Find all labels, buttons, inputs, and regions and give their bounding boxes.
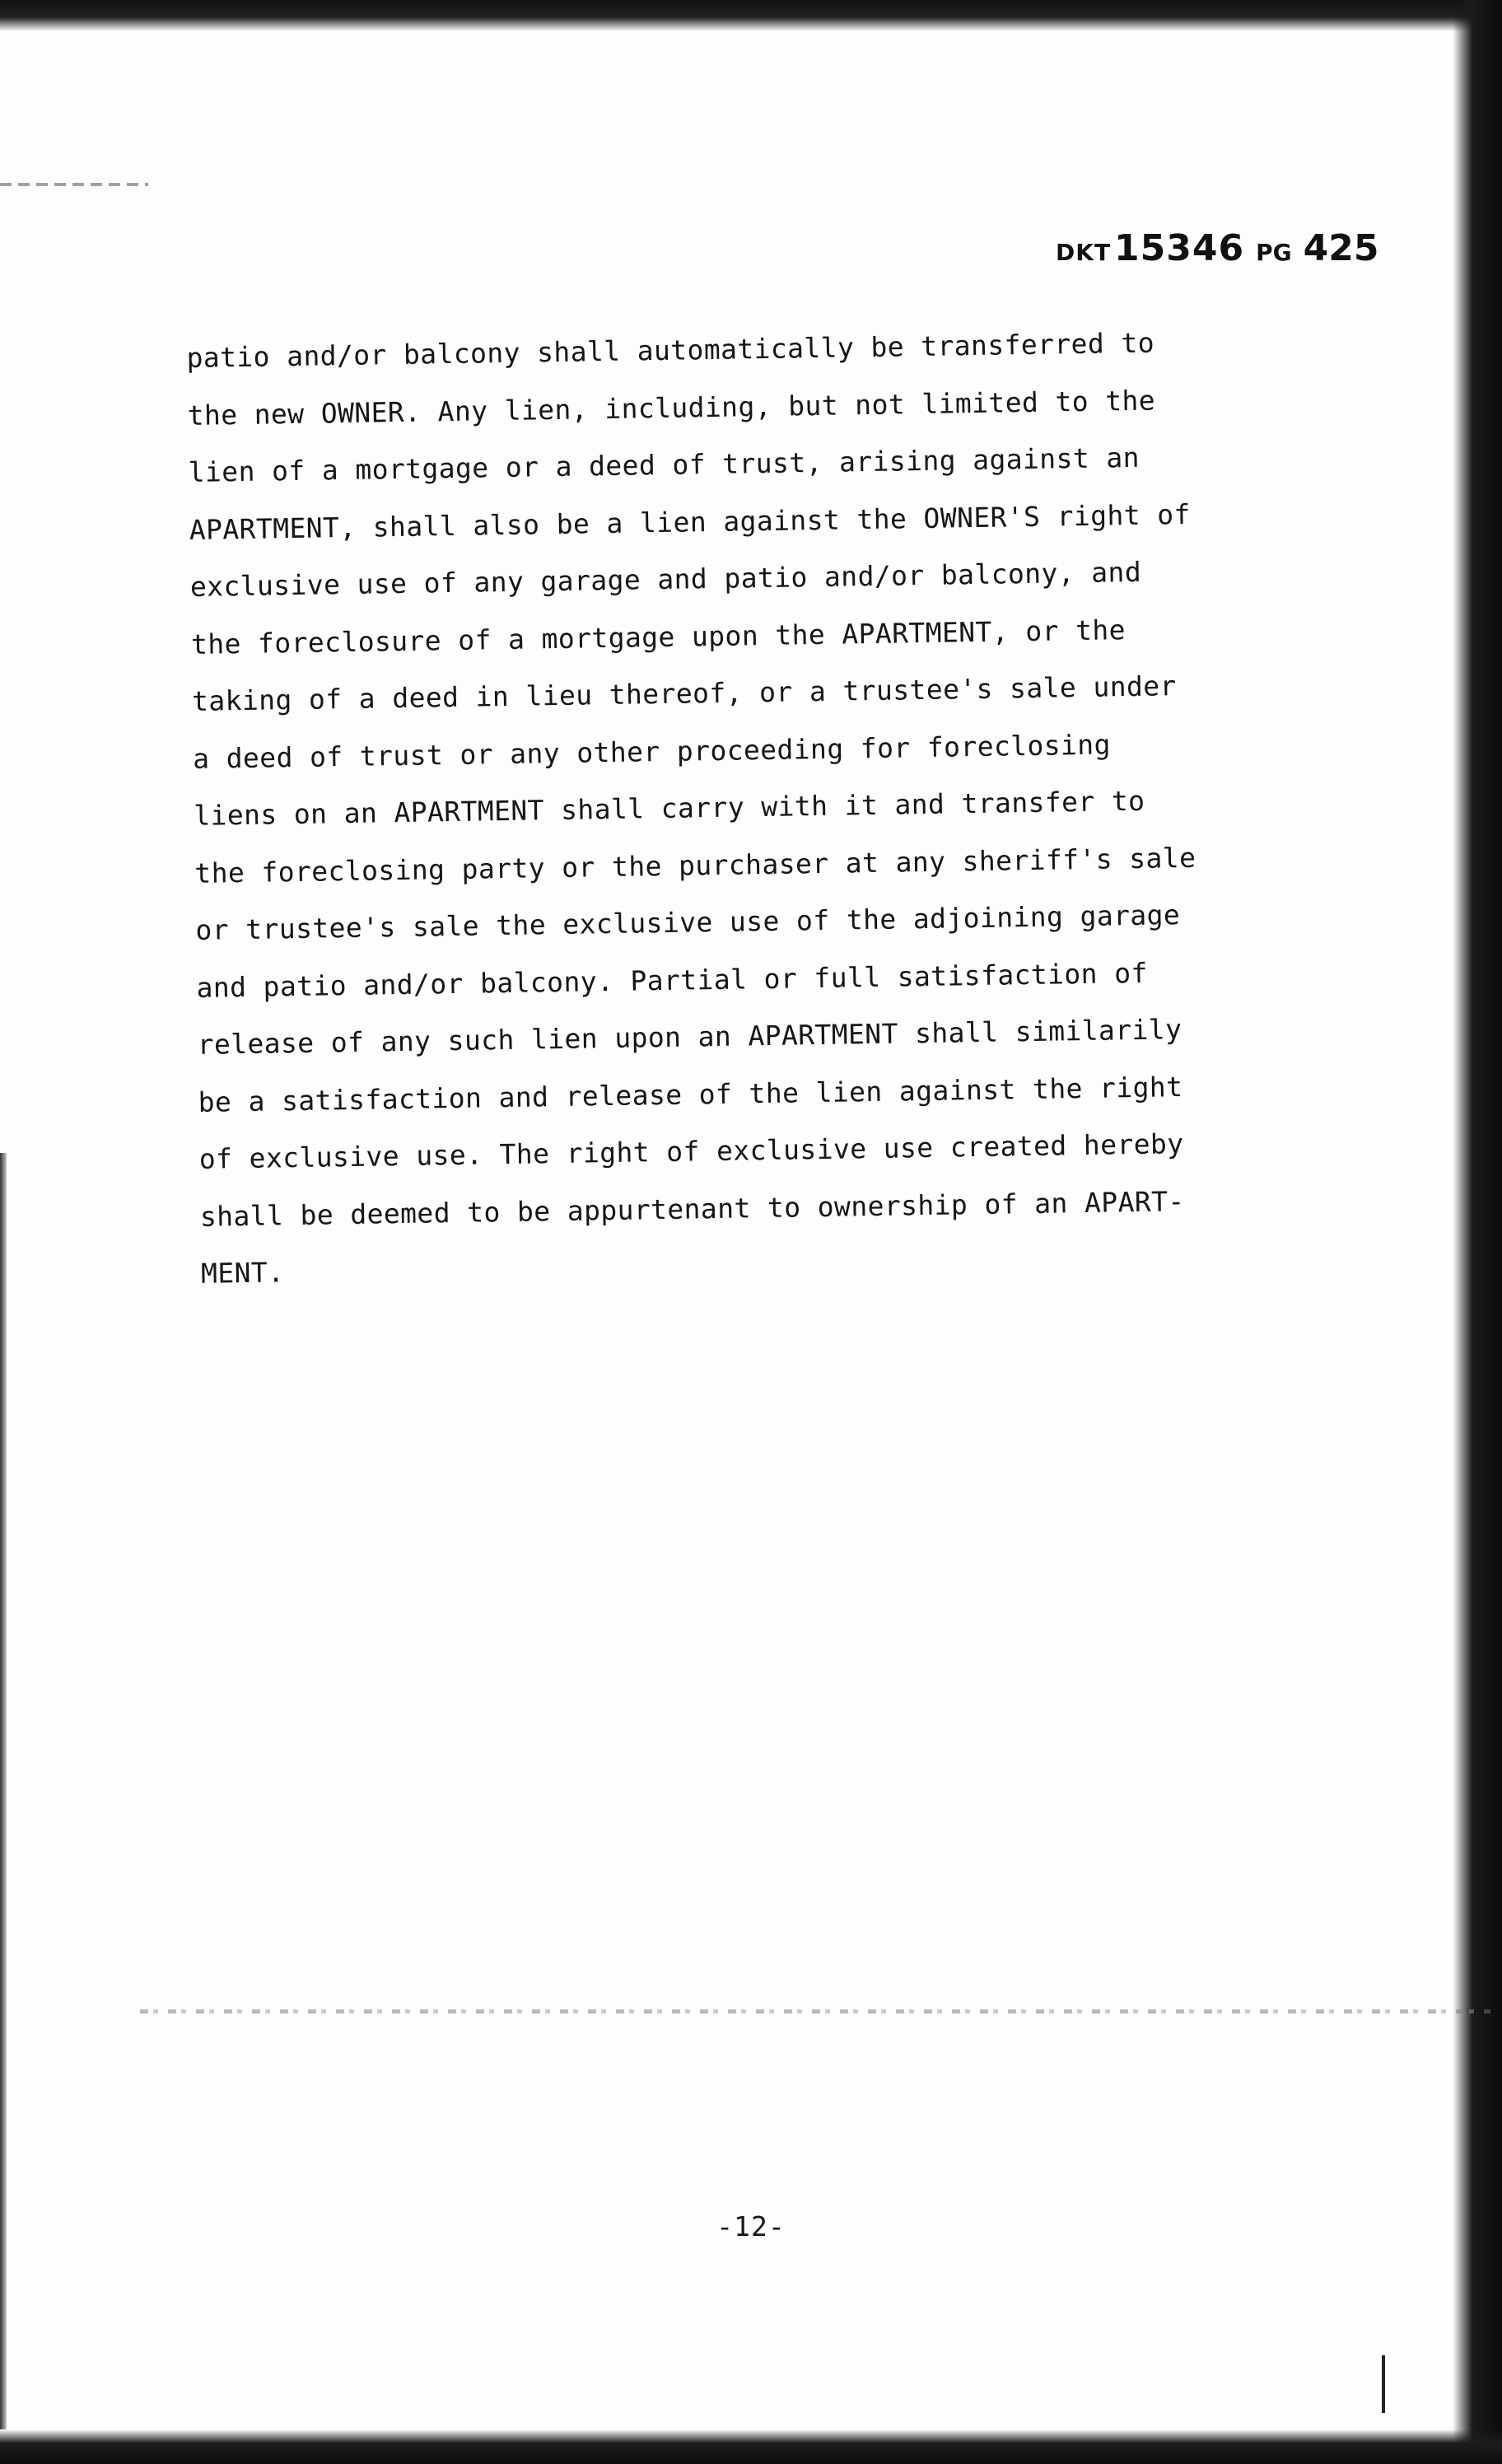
- page-number: -12-: [716, 2210, 786, 2242]
- body-line: the foreclosing party or the purchaser at any sheriff's sale: [194, 841, 1196, 889]
- body-line: lien of a mortgage or a deed of trust, arising against an: [188, 441, 1140, 488]
- scan-border-bottom: [0, 2429, 1502, 2464]
- body-line: a deed of trust or any other proceeding for foreclosing: [192, 727, 1112, 775]
- docket-prefix: DKT: [1056, 239, 1112, 266]
- body-line: be a satisfaction and release of the lien against the right: [198, 1070, 1183, 1118]
- docket-reference: [1056, 227, 1379, 269]
- body-line: and patio and/or balcony. Partial or full satisfaction of: [196, 956, 1148, 1004]
- scan-border-top: [0, 0, 1502, 31]
- body-line: release of any such lien upon an APARTMENT shall similarily: [197, 1013, 1182, 1061]
- scan-border-right: [1453, 0, 1502, 2464]
- scan-artifact-tick: [1382, 2355, 1385, 2413]
- body-line: shall be deemed to be appurtenant to ownership of an APART-: [199, 1184, 1185, 1233]
- body-line: taking of a deed in lieu thereof, or a trustee's sale under: [191, 670, 1178, 717]
- body-line: liens on an APARTMENT shall carry with it and transfer to: [193, 784, 1145, 832]
- body-line: APARTMENT, shall also be a lien against the OWNER'S right of: [189, 497, 1192, 546]
- body-line: of exclusive use. The right of exclusive use created hereby: [198, 1127, 1184, 1175]
- scan-artifact-dashed-line: [140, 2009, 1490, 2014]
- body-line: patio and/or balcony shall automatically be transferred to: [186, 326, 1155, 374]
- docket-page-number: 425: [1303, 227, 1379, 269]
- scan-artifact-mark: [0, 183, 148, 186]
- body-line: the foreclosure of a mortgage upon the APARTMENT, or the: [190, 613, 1126, 660]
- body-line: MENT.: [200, 1256, 285, 1290]
- body-line: exclusive use of any garage and patio and/or balcony, and: [189, 555, 1142, 603]
- body-line: or trustee's sale the exclusive use of the adjoining garage: [195, 898, 1181, 946]
- body-line: the new OWNER. Any lien, including, but not limited to the: [187, 384, 1156, 432]
- body-paragraph: [186, 312, 1304, 1302]
- docket-page-prefix: PG: [1256, 239, 1292, 266]
- docket-book-number: 15346: [1114, 227, 1245, 269]
